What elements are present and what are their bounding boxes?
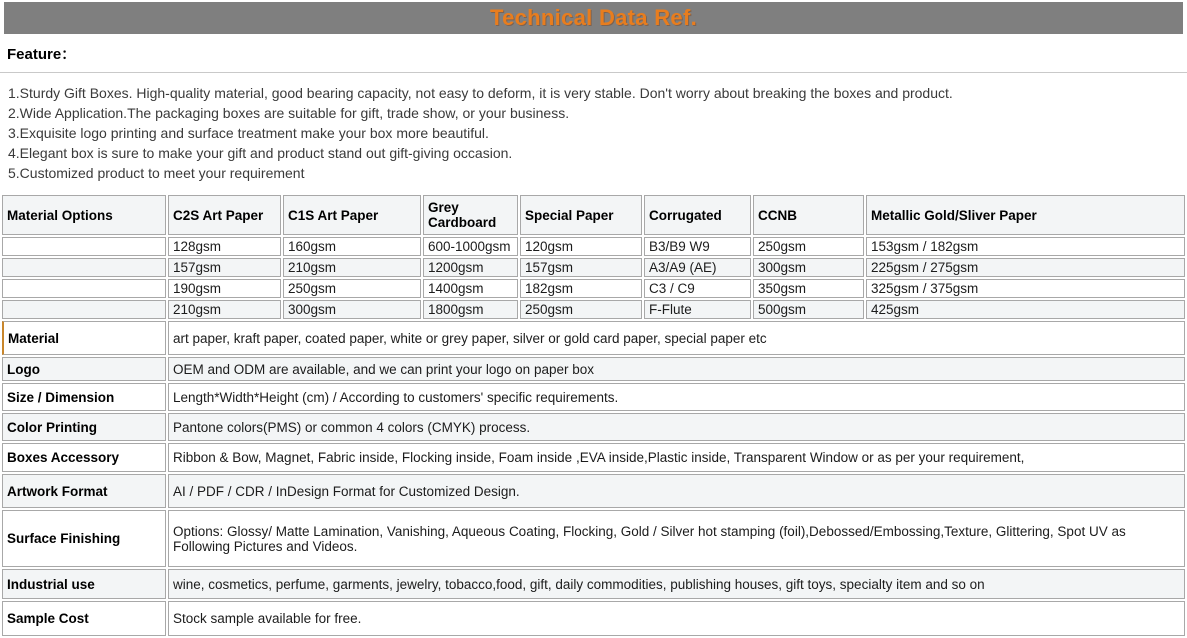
column-header-ccnb: CCNB	[753, 195, 864, 235]
column-header-special-paper: Special Paper	[520, 195, 642, 235]
table-cell: B3/B9 W9	[644, 237, 751, 256]
row-label: Artwork Format	[2, 474, 166, 508]
feature-heading: Feature：	[0, 34, 1187, 73]
row-label: Sample Cost	[2, 601, 166, 636]
table-cell: 210gsm	[283, 258, 421, 277]
table-row	[2, 279, 1185, 298]
feature-list	[0, 73, 1187, 189]
spec-row-industrial-use	[2, 569, 1185, 599]
column-header-c1s: C1S Art Paper	[283, 195, 421, 235]
page-title: Technical Data Ref.	[489, 5, 698, 30]
row-value: Length*Width*Height (cm) / According to customers' specific requirements.	[168, 383, 1185, 411]
spec-row-color-printing	[2, 413, 1185, 441]
table-cell: 182gsm	[520, 279, 642, 298]
table-cell: 300gsm	[283, 300, 421, 319]
row-label: Boxes Accessory	[2, 443, 166, 472]
table-cell: 250gsm	[520, 300, 642, 319]
table-cell: 153gsm / 182gsm	[866, 237, 1185, 256]
column-header-metallic: Metallic Gold/Sliver Paper	[866, 195, 1185, 235]
row-value: Stock sample available for free.	[168, 601, 1185, 636]
table-cell: 120gsm	[520, 237, 642, 256]
table-cell: 350gsm	[753, 279, 864, 298]
table-cell: 210gsm	[168, 300, 281, 319]
column-header-material-options: Material Options	[2, 195, 166, 235]
table-cell: A3/A9 (AE)	[644, 258, 751, 277]
table-row	[2, 237, 1185, 256]
row-value: art paper, kraft paper, coated paper, white or grey paper, silver or gold card paper, special paper etc	[168, 321, 1185, 355]
spec-row-surface-finishing	[2, 510, 1185, 567]
feature-item: 3.Exquisite logo printing and surface treatment make your box more beautiful.	[8, 125, 489, 141]
table-row	[2, 300, 1185, 319]
table-cell	[2, 258, 166, 277]
row-value: wine, cosmetics, perfume, garments, jewelry, tobacco,food, gift, daily commodities, publishing houses, gift toys, specialty item and so on	[168, 569, 1185, 599]
column-header-grey-cardboard: Grey Cardboard	[423, 195, 518, 235]
table-row	[2, 258, 1185, 277]
table-cell	[2, 279, 166, 298]
table-cell: 190gsm	[168, 279, 281, 298]
table-header-row	[2, 195, 1185, 235]
row-value: Options: Glossy/ Matte Lamination, Vanishing, Aqueous Coating, Flocking, Gold / Silver hot stamping (foil),Debossed/Embossing,Texture, Glittering, Spot UV as Following Pictures and Videos.	[168, 510, 1185, 567]
table-cell: 250gsm	[753, 237, 864, 256]
row-label: Surface Finishing	[2, 510, 166, 567]
table-cell: 1400gsm	[423, 279, 518, 298]
feature-item: 4.Elegant box is sure to make your gift and product stand out gift-giving occasion.	[8, 145, 513, 161]
table-cell: 425gsm	[866, 300, 1185, 319]
row-label: Color Printing	[2, 413, 166, 441]
table-cell: 300gsm	[753, 258, 864, 277]
table-cell: 325gsm / 375gsm	[866, 279, 1185, 298]
table-cell: 157gsm	[520, 258, 642, 277]
row-value: Pantone colors(PMS) or common 4 colors (CMYK) process.	[168, 413, 1185, 441]
row-label: Size / Dimension	[2, 383, 166, 411]
table-cell: 500gsm	[753, 300, 864, 319]
table-cell: 1800gsm	[423, 300, 518, 319]
table-cell: 157gsm	[168, 258, 281, 277]
table-cell: C3 / C9	[644, 279, 751, 298]
spec-row-artwork-format	[2, 474, 1185, 508]
table-cell: 225gsm / 275gsm	[866, 258, 1185, 277]
table-cell: 160gsm	[283, 237, 421, 256]
column-header-corrugated: Corrugated	[644, 195, 751, 235]
row-value: OEM and ODM are available, and we can print your logo on paper box	[168, 357, 1185, 381]
feature-item: 2.Wide Application.The packaging boxes are suitable for gift, trade show, or your business.	[8, 105, 570, 121]
table-cell: 128gsm	[168, 237, 281, 256]
table-cell: 600-1000gsm	[423, 237, 518, 256]
table-cell	[2, 300, 166, 319]
row-value: Ribbon & Bow, Magnet, Fabric inside, Flocking inside, Foam inside ,EVA inside,Plastic inside, Transparent Window or as per your requirement,	[168, 443, 1185, 472]
spec-row-material	[2, 321, 1185, 355]
spec-row-size-dimension	[2, 383, 1185, 411]
spec-row-boxes-accessory	[2, 443, 1185, 472]
row-label: Logo	[2, 357, 166, 381]
row-label: Material	[2, 321, 166, 355]
row-label: Industrial use	[2, 569, 166, 599]
spec-row-logo	[2, 357, 1185, 381]
technical-data-table	[0, 193, 1187, 638]
spec-row-sample-cost	[2, 601, 1185, 636]
table-cell: F-Flute	[644, 300, 751, 319]
title-bar	[4, 2, 1183, 34]
row-value: AI / PDF / CDR / InDesign Format for Customized Design.	[168, 474, 1185, 508]
feature-item: 1.Sturdy Gift Boxes. High-quality material, good bearing capacity, not easy to deform, it is very stable. Don't worry about breaking the boxes and product.	[8, 85, 953, 101]
table-cell	[2, 237, 166, 256]
table-cell: 250gsm	[283, 279, 421, 298]
column-header-c2s: C2S Art Paper	[168, 195, 281, 235]
table-cell: 1200gsm	[423, 258, 518, 277]
feature-item: 5.Customized product to meet your requirement	[8, 165, 305, 181]
